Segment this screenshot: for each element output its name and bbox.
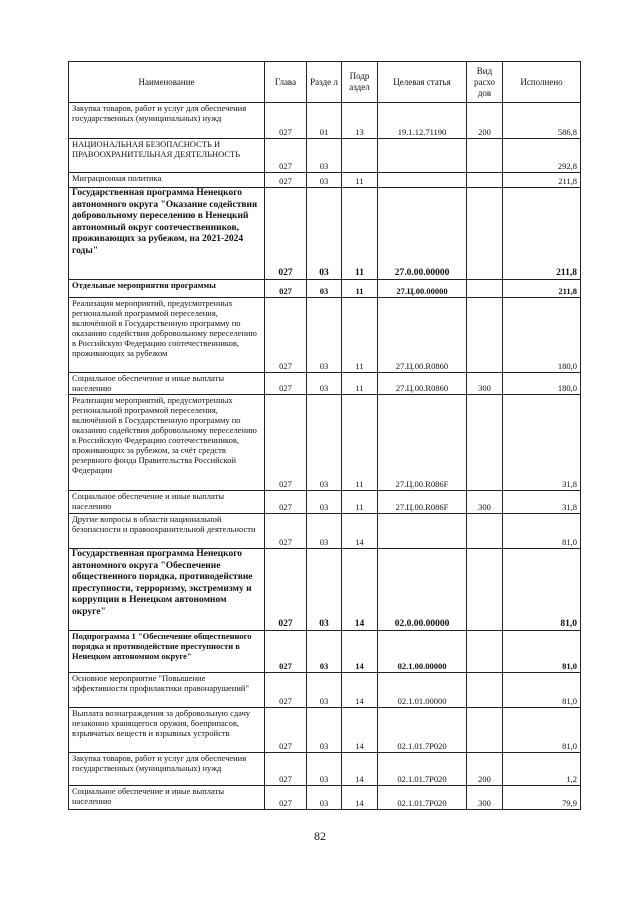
cell-vid-rashodov bbox=[467, 708, 503, 753]
cell-ispolneno: 180,0 bbox=[503, 373, 581, 395]
cell-celevaya-statya: 27.Ц.00.00000 bbox=[378, 280, 467, 298]
cell-glava: 027 bbox=[265, 491, 307, 514]
table-row bbox=[69, 631, 581, 673]
table-row bbox=[69, 188, 581, 280]
cell-celevaya-statya: 19.1.12.71190 bbox=[378, 103, 467, 139]
header-podrazdel: Подр аздел bbox=[342, 62, 378, 103]
cell-vid-rashodov bbox=[467, 549, 503, 631]
cell-name: Выплата вознаграждения за добровольную сдачу незаконно хранящегося оружия, боеприпасов, взрывчатых веществ и взрывных устройств bbox=[69, 708, 265, 753]
cell-vid-rashodov bbox=[467, 514, 503, 549]
cell-podrazdel: 14 bbox=[342, 786, 378, 810]
cell-celevaya-statya: 27.Ц.00.R086F bbox=[378, 491, 467, 514]
cell-name: Закупка товаров, работ и услуг для обеспечения государственных (муниципальных) нужд bbox=[69, 103, 265, 139]
cell-celevaya-statya: 02.1.01.7Р020 bbox=[378, 708, 467, 753]
cell-vid-rashodov: 300 bbox=[467, 786, 503, 810]
cell-celevaya-statya: 02.1.01.7Р020 bbox=[378, 753, 467, 786]
cell-celevaya-statya bbox=[378, 514, 467, 549]
cell-glava: 027 bbox=[265, 298, 307, 373]
cell-podrazdel: 13 bbox=[342, 103, 378, 139]
cell-razdel: 03 bbox=[307, 395, 342, 491]
cell-ispolneno: 180,0 bbox=[503, 298, 581, 373]
header-name: Наименование bbox=[69, 62, 265, 103]
table-row bbox=[69, 786, 581, 810]
table-row bbox=[69, 549, 581, 631]
cell-vid-rashodov bbox=[467, 173, 503, 188]
cell-razdel: 03 bbox=[307, 139, 342, 173]
cell-ispolneno: 81,0 bbox=[503, 673, 581, 708]
cell-ispolneno: 211,8 bbox=[503, 173, 581, 188]
cell-podrazdel: 14 bbox=[342, 549, 378, 631]
cell-razdel: 03 bbox=[307, 514, 342, 549]
cell-name: Реализация мероприятий, предусмотренных региональной программой переселения, включённой в Государственную программу по оказанию содействия добровольному переселению в Российскую Федерацию соотечественников, проживающих за рубежом, за счёт средств резервного фонда Правительства Российской Федерации bbox=[69, 395, 265, 491]
table-header-row bbox=[69, 62, 581, 103]
cell-razdel: 03 bbox=[307, 173, 342, 188]
cell-glava: 027 bbox=[265, 549, 307, 631]
cell-glava: 027 bbox=[265, 103, 307, 139]
cell-glava: 027 bbox=[265, 373, 307, 395]
cell-glava: 027 bbox=[265, 139, 307, 173]
table-row bbox=[69, 373, 581, 395]
table-body bbox=[69, 103, 581, 810]
table-row bbox=[69, 395, 581, 491]
cell-podrazdel: 14 bbox=[342, 673, 378, 708]
cell-glava: 027 bbox=[265, 514, 307, 549]
header-celevaya-statya: Целевая статья bbox=[378, 62, 467, 103]
budget-execution-table bbox=[68, 61, 581, 810]
cell-name: Подпрограмма 1 "Обеспечение общественного порядка и противодействие преступности в Ненецком автономном округе" bbox=[69, 631, 265, 673]
cell-name: Реализация мероприятий, предусмотренных региональной программой переселения, включённой в Государственную программу по оказанию содействия добровольному переселению в Российскую Федерацию соотечественников, проживающих за рубежом bbox=[69, 298, 265, 373]
cell-name: Социальное обеспечение и иные выплаты населению bbox=[69, 786, 265, 810]
cell-name: Государственная программа Ненецкого автономного округа "Обеспечение общественного порядка, противодействие преступности, терроризму, экстремизму и коррупции в Ненецком автономном округе" bbox=[69, 549, 265, 631]
cell-razdel: 03 bbox=[307, 631, 342, 673]
cell-celevaya-statya: 27.Ц.00.R086F bbox=[378, 395, 467, 491]
cell-ispolneno: 211,8 bbox=[503, 280, 581, 298]
cell-podrazdel: 14 bbox=[342, 514, 378, 549]
cell-celevaya-statya bbox=[378, 173, 467, 188]
cell-razdel: 03 bbox=[307, 753, 342, 786]
cell-vid-rashodov bbox=[467, 395, 503, 491]
cell-ispolneno: 81,0 bbox=[503, 708, 581, 753]
cell-ispolneno: 292,8 bbox=[503, 139, 581, 173]
cell-name: Закупка товаров, работ и услуг для обеспечения государственных (муниципальных) нужд bbox=[69, 753, 265, 786]
cell-celevaya-statya: 02.1.00.00000 bbox=[378, 631, 467, 673]
table-row bbox=[69, 753, 581, 786]
cell-name: Социальное обеспечение и иные выплаты населению bbox=[69, 373, 265, 395]
cell-vid-rashodov: 200 bbox=[467, 753, 503, 786]
cell-ispolneno: 211,8 bbox=[503, 188, 581, 280]
cell-podrazdel: 11 bbox=[342, 280, 378, 298]
cell-podrazdel: 14 bbox=[342, 708, 378, 753]
cell-podrazdel: 14 bbox=[342, 753, 378, 786]
cell-razdel: 03 bbox=[307, 673, 342, 708]
cell-celevaya-statya: 02.0.00.00000 bbox=[378, 549, 467, 631]
cell-razdel: 03 bbox=[307, 549, 342, 631]
cell-vid-rashodov bbox=[467, 298, 503, 373]
cell-razdel: 03 bbox=[307, 708, 342, 753]
cell-ispolneno: 81,0 bbox=[503, 631, 581, 673]
cell-name: Государственная программа Ненецкого автономного округа "Оказание содействия добровольному переселению в Ненецкий автономный округ соотечественников, проживающих за рубежом, на 2021-2024 годы" bbox=[69, 188, 265, 280]
cell-name: Отдельные мероприятия программы bbox=[69, 280, 265, 298]
header-ispolneno: Исполнено bbox=[503, 62, 581, 103]
table-row bbox=[69, 514, 581, 549]
table-row bbox=[69, 491, 581, 514]
cell-name: Основное мероприятие "Повышение эффективности профилактики правонарушений" bbox=[69, 673, 265, 708]
cell-vid-rashodov bbox=[467, 139, 503, 173]
cell-podrazdel: 14 bbox=[342, 631, 378, 673]
cell-razdel: 03 bbox=[307, 491, 342, 514]
cell-ispolneno: 31,8 bbox=[503, 395, 581, 491]
cell-razdel: 03 bbox=[307, 373, 342, 395]
cell-razdel: 03 bbox=[307, 188, 342, 280]
cell-ispolneno: 586,8 bbox=[503, 103, 581, 139]
table-row bbox=[69, 708, 581, 753]
table-row bbox=[69, 139, 581, 173]
cell-celevaya-statya: 27.Ц.00.R0860 bbox=[378, 298, 467, 373]
header-glava: Глава bbox=[265, 62, 307, 103]
cell-celevaya-statya: 27.0.00.00000 bbox=[378, 188, 467, 280]
cell-glava: 027 bbox=[265, 631, 307, 673]
cell-ispolneno: 81,0 bbox=[503, 549, 581, 631]
cell-celevaya-statya: 27.Ц.00.R0860 bbox=[378, 373, 467, 395]
table-row bbox=[69, 280, 581, 298]
cell-vid-rashodov bbox=[467, 631, 503, 673]
cell-vid-rashodov: 300 bbox=[467, 373, 503, 395]
cell-name: Социальное обеспечение и иные выплаты населению bbox=[69, 491, 265, 514]
cell-podrazdel: 11 bbox=[342, 373, 378, 395]
cell-vid-rashodov: 200 bbox=[467, 103, 503, 139]
cell-ispolneno: 79,9 bbox=[503, 786, 581, 810]
cell-razdel: 03 bbox=[307, 786, 342, 810]
cell-vid-rashodov bbox=[467, 673, 503, 708]
cell-name: НАЦИОНАЛЬНАЯ БЕЗОПАСНОСТЬ И ПРАВООХРАНИТЕЛЬНАЯ ДЕЯТЕЛЬНОСТЬ bbox=[69, 139, 265, 173]
table-row bbox=[69, 173, 581, 188]
cell-glava: 027 bbox=[265, 280, 307, 298]
cell-vid-rashodov bbox=[467, 280, 503, 298]
cell-name: Миграционная политика bbox=[69, 173, 265, 188]
cell-glava: 027 bbox=[265, 188, 307, 280]
cell-vid-rashodov bbox=[467, 188, 503, 280]
cell-glava: 027 bbox=[265, 753, 307, 786]
cell-razdel: 01 bbox=[307, 103, 342, 139]
cell-glava: 027 bbox=[265, 673, 307, 708]
header-vid-rashodov: Вид расхо дов bbox=[467, 62, 503, 103]
cell-celevaya-statya: 02.1.01.00000 bbox=[378, 673, 467, 708]
cell-glava: 027 bbox=[265, 395, 307, 491]
cell-podrazdel: 11 bbox=[342, 395, 378, 491]
cell-ispolneno: 31,8 bbox=[503, 491, 581, 514]
cell-name: Другие вопросы в области национальной безопасности и правоохранительной деятельности bbox=[69, 514, 265, 549]
cell-glava: 027 bbox=[265, 708, 307, 753]
cell-ispolneno: 1,2 bbox=[503, 753, 581, 786]
cell-ispolneno: 81,0 bbox=[503, 514, 581, 549]
cell-podrazdel bbox=[342, 139, 378, 173]
header-razdel: Разде л bbox=[307, 62, 342, 103]
cell-glava: 027 bbox=[265, 173, 307, 188]
cell-podrazdel: 11 bbox=[342, 173, 378, 188]
table-row bbox=[69, 103, 581, 139]
cell-celevaya-statya: 02.1.01.7Р020 bbox=[378, 786, 467, 810]
table-row bbox=[69, 298, 581, 373]
table-row bbox=[69, 673, 581, 708]
cell-razdel: 03 bbox=[307, 280, 342, 298]
page-number: 82 bbox=[314, 829, 326, 843]
cell-podrazdel: 11 bbox=[342, 491, 378, 514]
cell-razdel: 03 bbox=[307, 298, 342, 373]
cell-podrazdel: 11 bbox=[342, 298, 378, 373]
cell-podrazdel: 11 bbox=[342, 188, 378, 280]
cell-glava: 027 bbox=[265, 786, 307, 810]
cell-vid-rashodov: 300 bbox=[467, 491, 503, 514]
cell-celevaya-statya bbox=[378, 139, 467, 173]
